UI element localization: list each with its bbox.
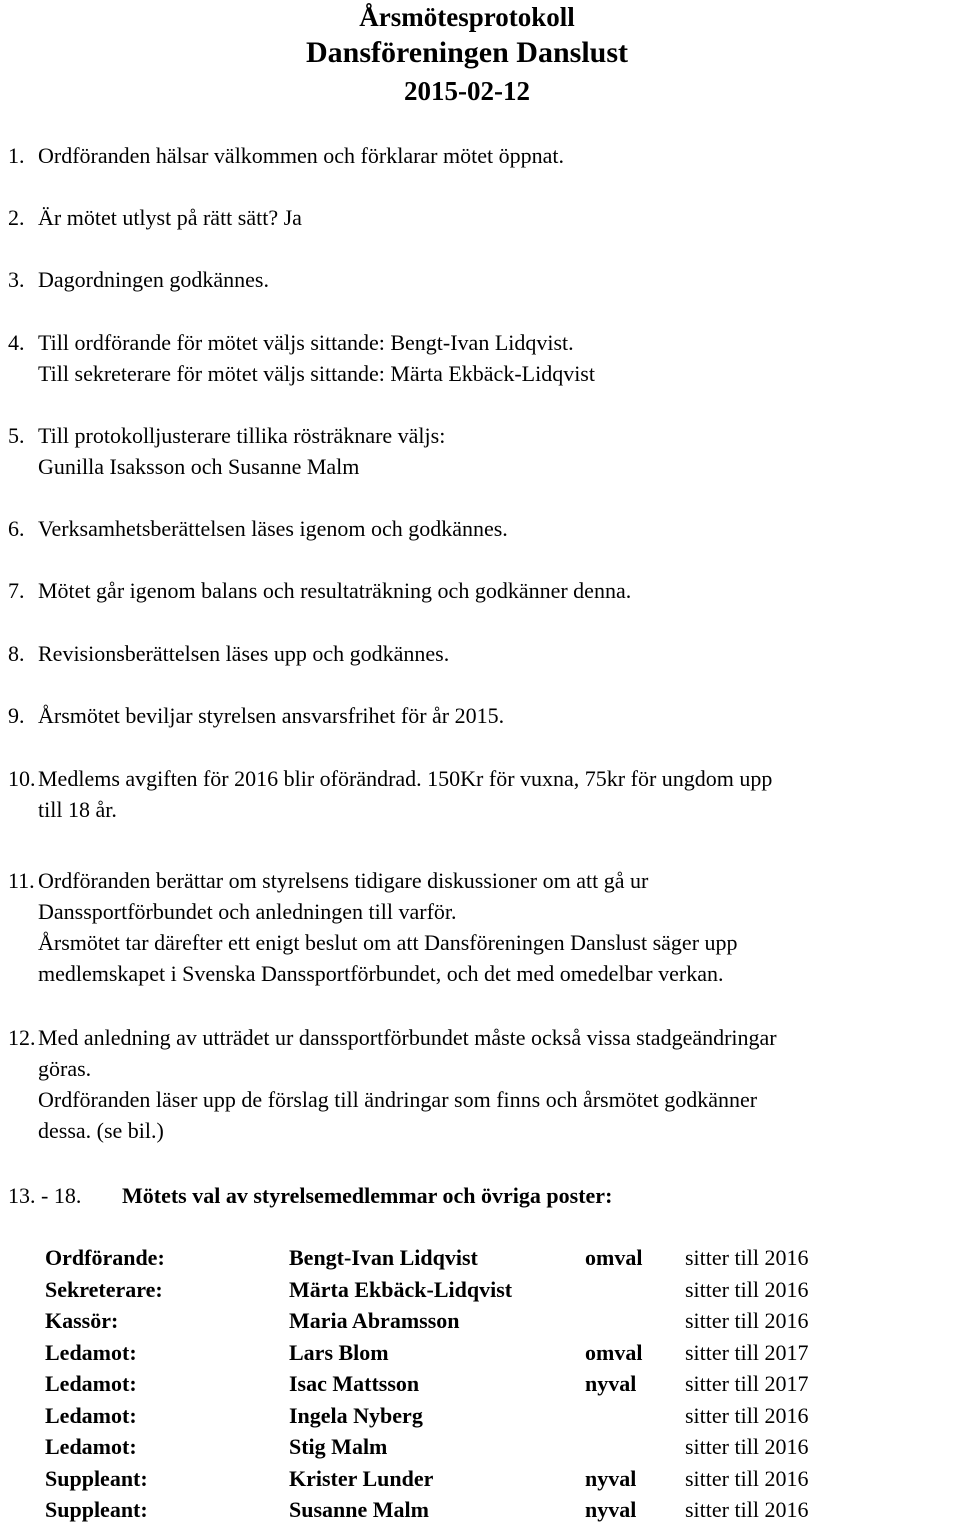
board-name: Ingela Nyberg [289, 1402, 423, 1428]
board-name: Stig Malm [289, 1434, 388, 1459]
board-vote: nyval [585, 1465, 637, 1491]
board-row [45, 1400, 905, 1432]
agenda-item-text: Medlems avgiften för 2016 blir oförändrad. 150Kr för vuxna, 75kr för ungdom upp [38, 766, 773, 791]
board-term: sitter till 2016 [685, 1308, 809, 1333]
agenda-item-number: 6. [8, 516, 25, 541]
board-vote: omval [585, 1339, 643, 1365]
organization-name: Dansföreningen Danslust [305, 36, 629, 69]
agenda-item-text: Danssportförbundet och anledningen till varför. [38, 899, 457, 924]
agenda-item-number: 11. [8, 868, 35, 893]
agenda-item-number: 5. [8, 423, 25, 448]
board-name: Märta Ekbäck-Lidqvist [289, 1276, 513, 1302]
board-row [45, 1274, 905, 1306]
agenda-item-text: Gunilla Isaksson och Susanne Malm [38, 454, 360, 479]
election-heading-number: 13. - 18. [8, 1183, 82, 1208]
agenda-item-number: 7. [8, 578, 25, 603]
board-term: sitter till 2017 [685, 1339, 809, 1365]
document-title: Årsmötesprotokoll [359, 2, 575, 32]
meeting-date: 2015-02-12 [404, 76, 530, 106]
board-vote: nyval [585, 1497, 637, 1522]
agenda-item-text: dessa. (se bil.) [38, 1118, 164, 1143]
agenda-item-text: göras. [38, 1056, 92, 1081]
election-heading-title: Mötets val av styrelsemedlemmar och övriga poster: [122, 1183, 613, 1208]
board-term: sitter till 2016 [685, 1276, 809, 1302]
board-term: sitter till 2016 [685, 1497, 809, 1522]
board-role: Kassör: [45, 1308, 119, 1333]
board-term: sitter till 2016 [685, 1434, 809, 1459]
agenda-item-number: 12. [8, 1025, 36, 1050]
agenda-item-text: Ordföranden hälsar välkommen och förklarar mötet öppnat. [38, 143, 564, 168]
agenda-item-text: medlemskapet i Svenska Danssportförbundet, och det med omedelbar verkan. [38, 961, 724, 986]
agenda-item-text: Till ordförande för mötet väljs sittande: Bengt-Ivan Lidqvist. [38, 330, 574, 355]
board-name: Lars Blom [289, 1339, 389, 1365]
agenda-item-number: 3. [8, 267, 25, 292]
agenda-item-text: Mötet går igenom balans och resultaträkning och godkänner denna. [38, 578, 632, 603]
board-role: Sekreterare: [45, 1276, 163, 1302]
agenda-item-text: Årsmötet beviljar styrelsen ansvarsfrihet för år 2015. [38, 703, 505, 728]
agenda-item-text: Till sekreterare för mötet väljs sittande: Märta Ekbäck-Lidqvist [38, 361, 595, 386]
agenda-item-text: till 18 år. [38, 797, 117, 822]
board-row [45, 1368, 905, 1400]
agenda-item-number: 4. [8, 330, 25, 355]
board-vote: omval [585, 1245, 643, 1270]
agenda-item-number: 10. [8, 766, 36, 791]
board-role: Ledamot: [45, 1371, 137, 1396]
board-role: Ledamot: [45, 1339, 137, 1365]
board-row [45, 1242, 905, 1274]
agenda-item-text: Revisionsberättelsen läses upp och godkännes. [38, 641, 450, 666]
board-row [45, 1431, 905, 1463]
board-role: Ledamot: [45, 1434, 137, 1459]
agenda-item-text: Årsmötet tar därefter ett enigt beslut om att Dansföreningen Danslust säger upp [38, 930, 738, 955]
board-name: Maria Abramsson [289, 1308, 460, 1333]
board-table [45, 1242, 905, 1526]
agenda-item-text: Dagordningen godkännes. [38, 267, 269, 292]
board-term: sitter till 2016 [685, 1402, 809, 1428]
board-role: Ordförande: [45, 1245, 165, 1270]
board-name: Bengt-Ivan Lidqvist [289, 1245, 478, 1270]
agenda-item-text: Är mötet utlyst på rätt sätt? Ja [38, 205, 302, 230]
board-term: sitter till 2016 [685, 1245, 809, 1270]
agenda-item-text: Ordföranden berättar om styrelsens tidigare diskussioner om att gå ur [38, 868, 649, 893]
agenda-item-number: 9. [8, 703, 25, 728]
board-term: sitter till 2017 [685, 1371, 809, 1396]
board-row [45, 1494, 905, 1526]
board-row [45, 1463, 905, 1495]
agenda-item-number: 8. [8, 641, 25, 666]
board-role: Suppleant: [45, 1497, 148, 1522]
agenda-item-text: Verksamhetsberättelsen läses igenom och godkännes. [38, 516, 508, 541]
board-term: sitter till 2016 [685, 1465, 809, 1491]
board-row [45, 1337, 905, 1369]
agenda-item-text: Till protokolljusterare tillika rösträknare väljs: [38, 423, 446, 448]
agenda-item-number: 1. [8, 143, 25, 168]
board-name: Susanne Malm [289, 1497, 429, 1522]
board-role: Ledamot: [45, 1402, 137, 1428]
agenda-item-number: 2. [8, 205, 25, 230]
agenda-item-text: Ordföranden läser upp de förslag till ändringar som finns och årsmötet godkänner [38, 1087, 758, 1112]
board-name: Isac Mattsson [289, 1371, 420, 1396]
board-role: Suppleant: [45, 1465, 148, 1491]
board-row [45, 1305, 905, 1337]
agenda-item-text: Med anledning av utträdet ur danssportförbundet måste också vissa stadgeändringar [38, 1025, 777, 1050]
board-vote: nyval [585, 1371, 637, 1396]
board-name: Krister Lunder [289, 1465, 434, 1491]
